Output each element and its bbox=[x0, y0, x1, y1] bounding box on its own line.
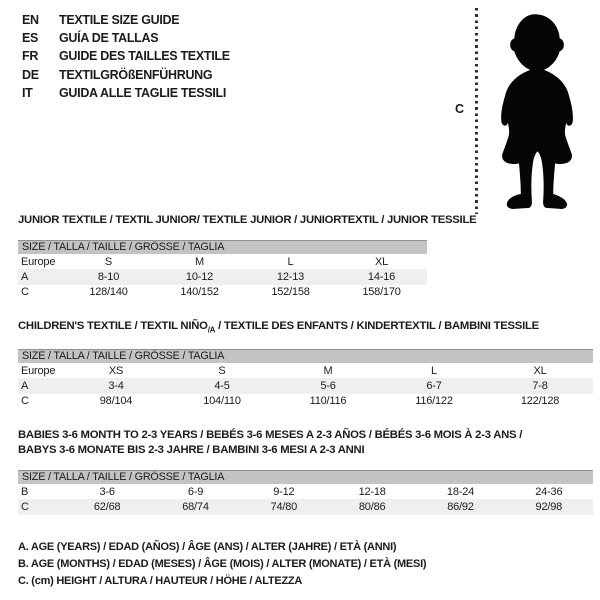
section-title-text: /A bbox=[207, 325, 216, 335]
section-title-text: BABYS 3-6 MONATE BIS 2-3 JAHRE / BAMBINI 3-6 MESI A 2-3 ANNI bbox=[18, 444, 365, 457]
value-cell: 6-9 bbox=[187, 485, 204, 498]
table-row-B bbox=[18, 484, 593, 499]
title-gap bbox=[18, 458, 593, 470]
value-cell: 116/122 bbox=[415, 395, 453, 408]
value-cell: 152/158 bbox=[271, 286, 310, 299]
section-title bbox=[18, 213, 477, 228]
size-header-bar: SIZE / TALLA / TAILLE / GRÖSSE / TAGLIA bbox=[18, 470, 593, 484]
table-row-C bbox=[18, 394, 593, 409]
value-cell: XL bbox=[374, 255, 389, 268]
value-cell: 14-16 bbox=[336, 269, 427, 284]
row-label-cell: A bbox=[18, 269, 63, 284]
value-cell: 9-12 bbox=[273, 485, 295, 498]
language-guide bbox=[22, 11, 230, 102]
value-cell: 7-8 bbox=[487, 378, 593, 393]
row-label-cell: C bbox=[21, 395, 29, 408]
language-code: IT bbox=[22, 85, 33, 100]
value-cell: 4-5 bbox=[169, 378, 275, 393]
value-cell: XL bbox=[533, 364, 547, 377]
value-cell: XS bbox=[108, 364, 124, 377]
language-label: GUÍA DE TALLAS bbox=[59, 31, 159, 46]
baby-silhouette bbox=[481, 6, 594, 218]
legend-line: C. (cm) HEIGHT / ALTURA / HAUTEUR / HÖHE / ALTEZZA bbox=[18, 575, 303, 588]
baby-figure bbox=[448, 2, 600, 228]
size-section bbox=[18, 213, 477, 300]
language-row bbox=[22, 84, 230, 102]
value-cell: 98/104 bbox=[99, 395, 133, 408]
section-title-text: / TEXTILE DES ENFANTS / KINDERTEXTIL / BAMBINI TESSILE bbox=[215, 319, 539, 332]
value-cell: 110/116 bbox=[309, 395, 347, 408]
height-measure-line bbox=[475, 8, 478, 214]
legend bbox=[18, 539, 593, 591]
value-cell: 12-18 bbox=[358, 485, 386, 498]
section-title-text: BABIES 3-6 MONTH TO 2-3 YEARS / BEBÉS 3-6 MESES A 2-3 AÑOS / BÉBÉS 3-6 MOIS À 2-3 ANS / bbox=[18, 429, 523, 442]
height-measure-label: C bbox=[455, 102, 465, 116]
language-row bbox=[22, 29, 230, 47]
table-row-C bbox=[18, 285, 427, 300]
value-cell: 104/110 bbox=[203, 395, 241, 408]
language-label: TEXTILGRÖßENFÜHRUNG bbox=[59, 67, 213, 82]
value-cell: 80/86 bbox=[328, 499, 416, 514]
value-cell: 92/98 bbox=[505, 499, 593, 514]
size-table bbox=[18, 484, 593, 515]
value-cell: 86/92 bbox=[416, 499, 504, 514]
size-tables bbox=[18, 213, 593, 590]
value-cell: 24-36 bbox=[535, 485, 563, 498]
size-header-bar: SIZE / TALLA / TAILLE / GRÖSSE / TAGLIA bbox=[18, 349, 593, 363]
row-label-cell: B bbox=[21, 485, 29, 498]
value-cell: 3-6 bbox=[99, 485, 115, 498]
value-cell: S bbox=[104, 255, 113, 268]
table-row-A bbox=[18, 378, 593, 393]
language-row bbox=[22, 11, 230, 29]
size-table bbox=[18, 254, 427, 300]
section-title bbox=[18, 443, 593, 458]
value-cell: 3-4 bbox=[63, 378, 169, 393]
value-cell: 158/170 bbox=[362, 286, 401, 299]
value-cell: 5-6 bbox=[275, 378, 381, 393]
title-gap bbox=[18, 228, 427, 240]
section-title bbox=[18, 319, 593, 337]
value-cell: M bbox=[195, 255, 204, 268]
value-cell: 140/152 bbox=[180, 286, 219, 299]
table-row-Europe bbox=[18, 363, 593, 378]
legend-line: B. AGE (MONTHS) / EDAD (MESES) / ÂGE (MOIS) / ALTER (MONATE) / ETÀ (MESI) bbox=[18, 557, 427, 570]
value-cell: 6-7 bbox=[381, 378, 487, 393]
language-code: EN bbox=[22, 13, 39, 27]
value-cell: M bbox=[323, 364, 333, 377]
row-label-cell: C bbox=[18, 499, 63, 514]
value-cell: 128/140 bbox=[89, 286, 128, 299]
table-row-C bbox=[18, 499, 593, 514]
size-header-bar: SIZE / TALLA / TAILLE / GRÖSSE / TAGLIA bbox=[18, 240, 427, 254]
table-row-Europe bbox=[18, 254, 427, 269]
row-label-cell: Europe bbox=[21, 255, 56, 268]
title-gap bbox=[18, 337, 593, 349]
language-label: GUIDE DES TAILLES TEXTILE bbox=[59, 49, 230, 64]
value-cell: 10-12 bbox=[154, 269, 245, 284]
value-cell: 68/74 bbox=[151, 499, 239, 514]
language-label: TEXTILE SIZE GUIDE bbox=[59, 13, 180, 27]
language-code: ES bbox=[22, 31, 39, 46]
value-cell: 74/80 bbox=[240, 499, 328, 514]
language-row bbox=[22, 66, 230, 84]
language-code: DE bbox=[22, 67, 39, 82]
row-label-cell: A bbox=[18, 378, 63, 393]
value-cell: 18-24 bbox=[446, 485, 475, 498]
section-title-text: JUNIOR TEXTILE / TEXTIL JUNIOR/ TEXTILE JUNIOR / JUNIORTEXTIL / JUNIOR TESSILE bbox=[18, 214, 477, 226]
section-title bbox=[18, 428, 593, 443]
row-label-cell: C bbox=[21, 286, 29, 299]
legend-line: A. AGE (YEARS) / EDAD (AÑOS) / ÂGE (ANS) / ALTER (JAHRE) / ETÀ (ANNI) bbox=[18, 540, 397, 553]
value-cell: 122/128 bbox=[520, 395, 560, 408]
table-row-A bbox=[18, 269, 427, 284]
row-label-cell: Europe bbox=[21, 364, 56, 377]
value-cell: 62/68 bbox=[63, 499, 151, 514]
language-code: FR bbox=[22, 49, 39, 64]
value-cell: L bbox=[431, 364, 437, 377]
language-label: GUIDA ALLE TAGLIE TESSILI bbox=[59, 85, 227, 100]
size-section bbox=[18, 319, 593, 409]
value-cell: 12-13 bbox=[245, 269, 336, 284]
value-cell: 8-10 bbox=[63, 269, 154, 284]
size-table bbox=[18, 363, 593, 409]
value-cell: S bbox=[218, 364, 226, 377]
section-title-text: CHILDREN'S TEXTILE / TEXTIL NIÑO bbox=[18, 319, 208, 332]
size-section bbox=[18, 428, 593, 515]
language-row bbox=[22, 47, 230, 65]
value-cell: L bbox=[287, 255, 294, 268]
